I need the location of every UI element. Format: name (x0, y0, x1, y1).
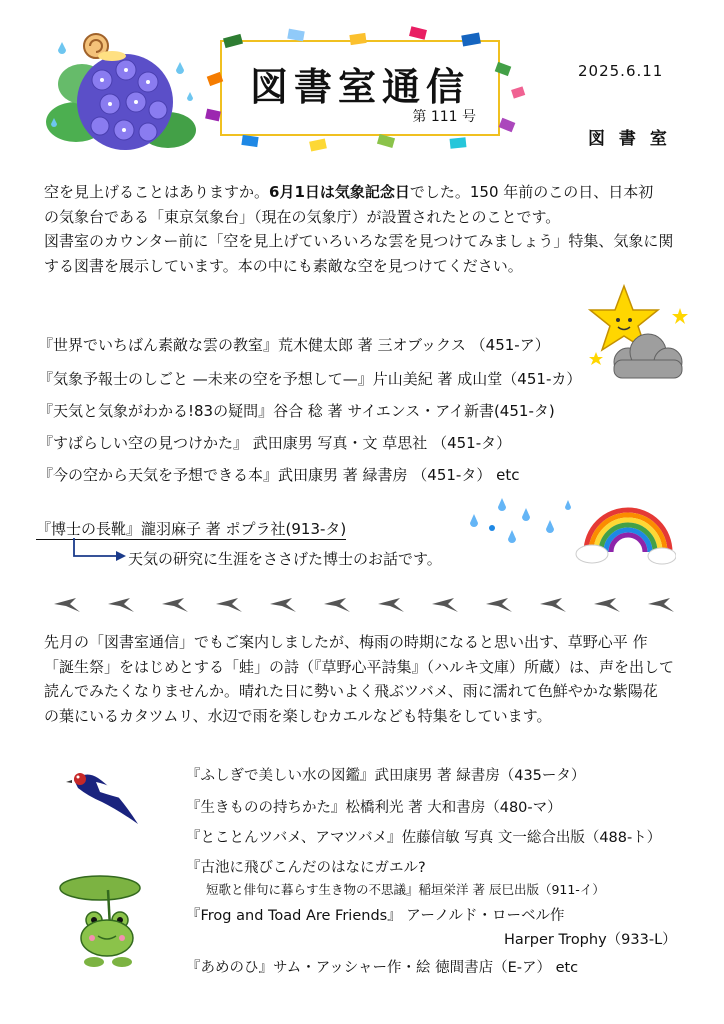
intro-line-2: の気象台である「東京気象台」（現在の気象庁）が設置されたとのことです。 (44, 207, 561, 226)
star-cloud-illustration (584, 282, 694, 388)
rainy-book-5-title: 『Frog and Toad Are Friends』 アーノルド・ローベル作 (186, 908, 565, 924)
rainy-line-2: 「誕生祭」をはじめとする「蛙」の詩（『草野心平詩集』（ハルキ文庫）所蔵）は、声を出して (44, 657, 675, 676)
rainy-line-1: 先月の「図書室通信」でもご案内しましたが、梅雨の時期になると思い出す、草野心平 作 (44, 633, 648, 651)
intro-line-4: する図書を展示しています。本の中にも素敵な空を見つけてください。 (44, 256, 523, 275)
library-name: 図 書 室 (588, 129, 671, 149)
rainy-book-6: 『あめのひ』サム・アッシャー作・絵 徳間書店（E-ア） etc (186, 960, 579, 976)
sky-book-3: 『天気と気象がわかる!83の疑問』谷合 稔 著 サイエンス・アイ新書(451-タ) (38, 402, 555, 420)
intro-line-3: 図書室のカウンター前に「空を見上げていろいろな雲を見つけてみましょう」特集、気象に関 (44, 232, 674, 250)
frog-illustration (50, 872, 160, 972)
issue-number: 第 111 号 (412, 109, 476, 125)
intro-line-1-a: 空を見上げることはありますか。 (44, 183, 270, 201)
rainy-book-4-title: 『古池に飛びこんだのはなにガエル? (186, 860, 426, 876)
rainy-book-4-detail: 短歌と俳句に暮らす生き物の不思議』稲垣栄洋 著 辰巳出版（911-イ） (206, 882, 605, 897)
rainy-line-4: の葉にいるカタツムリ、水辺で雨を楽しむカエルなども特集をしています。 (44, 706, 552, 725)
rainy-line-3: 読んでみたくなりませんか。晴れた日に勢いよく飛ぶツバメ、雨に濡れて色鮮やかな紫陽花 (44, 682, 658, 700)
rainy-book-2: 『生きものの持ちかた』松橋利光 著 大和書房（480-マ） (186, 800, 562, 816)
rainy-book-1: 『ふしぎで美しい水の図鑑』武田康男 著 緑書房（435ータ） (186, 768, 586, 784)
rainy-paragraph (44, 630, 674, 728)
confetti-decoration (200, 24, 530, 154)
sky-book-2: 『気象予報士のしごと —未来の空を予想して—』片山美紀 著 成山堂（451-カ） (38, 370, 582, 388)
rain-rainbow-illustration (462, 492, 676, 572)
rainy-book-3: 『とことんツバメ、アマツバメ』佐藤信敏 写真 文一総合出版（488-ト） (186, 830, 662, 846)
newsletter-title: 図書室通信 (249, 65, 470, 109)
intro-paragraph (44, 180, 673, 278)
swallow-divider (46, 590, 686, 618)
feature-book-note: 天気の研究に生涯をささげた博士のお話です。 (128, 550, 442, 568)
intro-line-1 (44, 180, 673, 205)
swallow-illustration (66, 766, 146, 832)
feature-book-title: 『博士の長靴』瀧羽麻子 著 ポプラ社(913-タ) (36, 520, 347, 538)
hydrangea-illustration (40, 22, 200, 162)
arrow-icon (70, 538, 130, 568)
intro-line-1-c: でした。150 年前のこの日、日本初 (409, 183, 654, 201)
sky-book-5: 『今の空から天気を予想できる本』武田康男 著 緑書房 （451-タ） etc (38, 466, 520, 484)
rainy-book-5-publisher: Harper Trophy（933-L） (504, 932, 677, 948)
issue-date: 2025.6.11 (578, 62, 664, 80)
intro-highlight: 6月1日は気象記念日 (269, 183, 410, 201)
sky-book-4: 『すばらしい空の見つけかた』 武田康男 写真・文 草思社 （451-タ） (38, 434, 512, 452)
sky-book-1: 『世界でいちばん素敵な雲の教室』荒木健太郎 著 三オブックス （451-ア） (38, 336, 550, 354)
